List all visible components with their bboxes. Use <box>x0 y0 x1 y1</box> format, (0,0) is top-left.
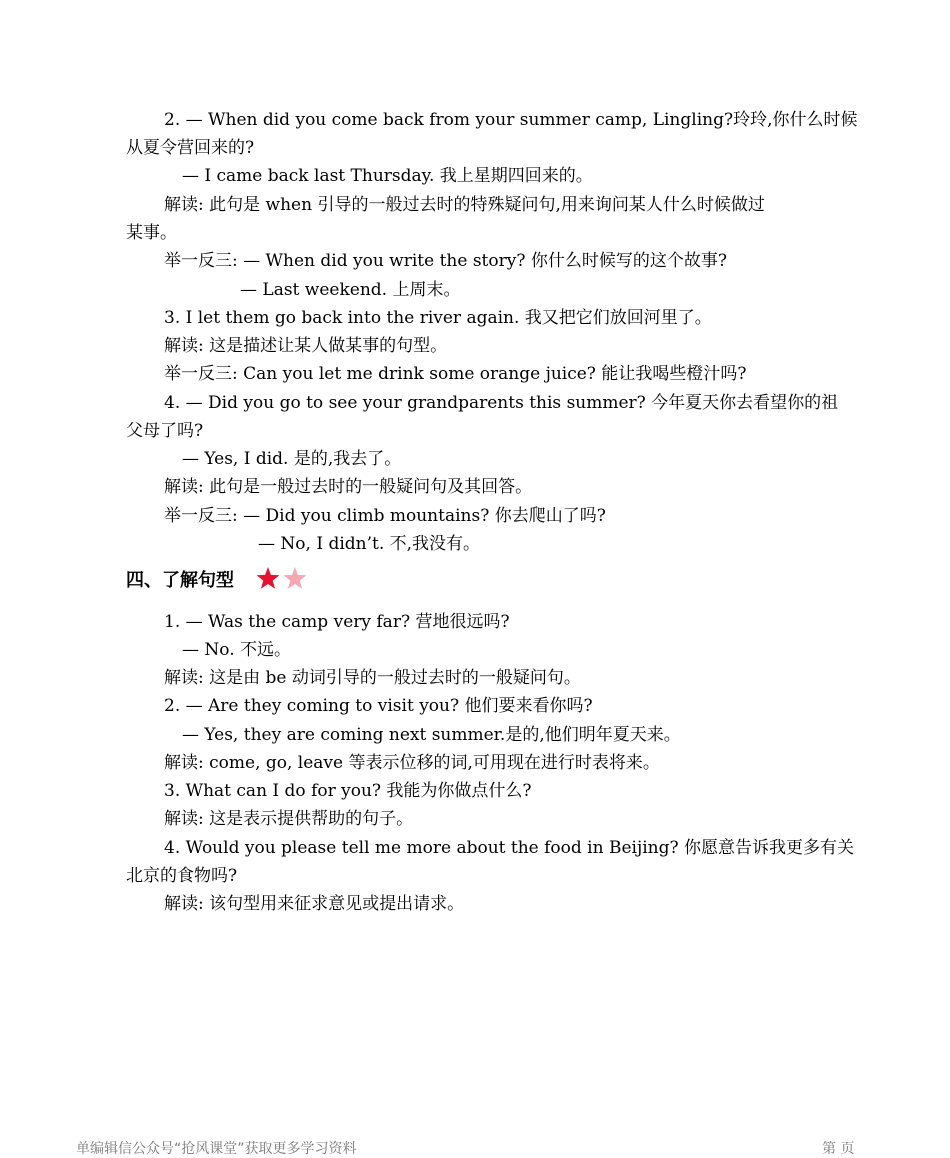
s3-item4-example-question: 举一反三: — Did you climb mountains? 你去爬山了吗? <box>164 506 606 526</box>
footer-left: 单编辑信公众号“抢风课堂”获取更多学习资料 <box>76 1141 357 1157</box>
s4-item1-explanation: 解读: 这是由 be 动词引导的一般过去时的一般疑问句。 <box>164 668 581 688</box>
s3-item4-answer: — Yes, I did. 是的,我去了。 <box>182 449 402 469</box>
s3-item3-explanation: 解读: 这是描述让某人做某事的句型。 <box>164 336 448 356</box>
filled-star-icon <box>257 567 280 589</box>
s3-item4-question-cont: 父母了吗? <box>126 421 204 441</box>
faded-star-icon <box>284 567 307 589</box>
footer-page-number: 第 页 <box>822 1141 855 1157</box>
s3-item4-question: 4. — Did you go to see your grandparents this summer? 今年夏天你去看望你的祖 <box>164 393 839 413</box>
s3-item4-example-answer: — No, I didn’t. 不,我没有。 <box>258 534 481 554</box>
s3-item3-sentence: 3. I let them go back into the river again. 我又把它们放回河里了。 <box>164 308 712 328</box>
s4-item3-question: 3. What can I do for you? 我能为你做点什么? <box>164 781 532 801</box>
s3-item4-explanation: 解读: 此句是一般过去时的一般疑问句及其回答。 <box>164 477 533 497</box>
s4-item4-question-cont: 北京的食物吗? <box>126 866 238 886</box>
s3-item2-example-question: 举一反三: — When did you write the story? 你什么时候写的这个故事? <box>164 251 727 271</box>
s4-item2-question: 2. — Are they coming to visit you? 他们要来看你吗? <box>164 696 593 716</box>
s4-item2-answer: — Yes, they are coming next summer.是的,他们明年夏天来。 <box>182 725 681 745</box>
s4-item4-question: 4. Would you please tell me more about the food in Beijing? 你愿意告诉我更多有关 <box>164 838 855 858</box>
s4-item3-explanation: 解读: 这是表示提供帮助的句子。 <box>164 809 414 829</box>
s4-item4-explanation: 解读: 该句型用来征求意见或提出请求。 <box>164 894 465 914</box>
s3-item3-example: 举一反三: Can you let me drink some orange juice? 能让我喝些橙汁吗? <box>164 364 747 384</box>
s3-item2-example-answer: — Last weekend. 上周末。 <box>240 280 461 300</box>
s4-item1-question: 1. — Was the camp very far? 营地很远吗? <box>164 612 510 632</box>
s3-item2-question-cont: 从夏令营回来的? <box>126 138 255 158</box>
s3-item2-question: 2. — When did you come back from your summer camp, Lingling?玲玲,你什么时候 <box>164 110 858 130</box>
s3-item2-explanation-cont: 某事。 <box>126 223 177 243</box>
s3-item2-answer: — I came back last Thursday. 我上星期四回来的。 <box>182 166 593 186</box>
s4-item2-explanation: 解读: come, go, leave 等表示位移的词,可用现在进行时表将来。 <box>164 753 660 773</box>
s3-item2-explanation: 解读: 此句是 when 引导的一般过去时的特殊疑问句,用来询问某人什么时候做过 <box>164 195 765 215</box>
star-rating <box>256 566 310 592</box>
s4-item1-answer: — No. 不远。 <box>182 640 292 660</box>
section-heading: 四、了解句型 <box>126 570 234 591</box>
